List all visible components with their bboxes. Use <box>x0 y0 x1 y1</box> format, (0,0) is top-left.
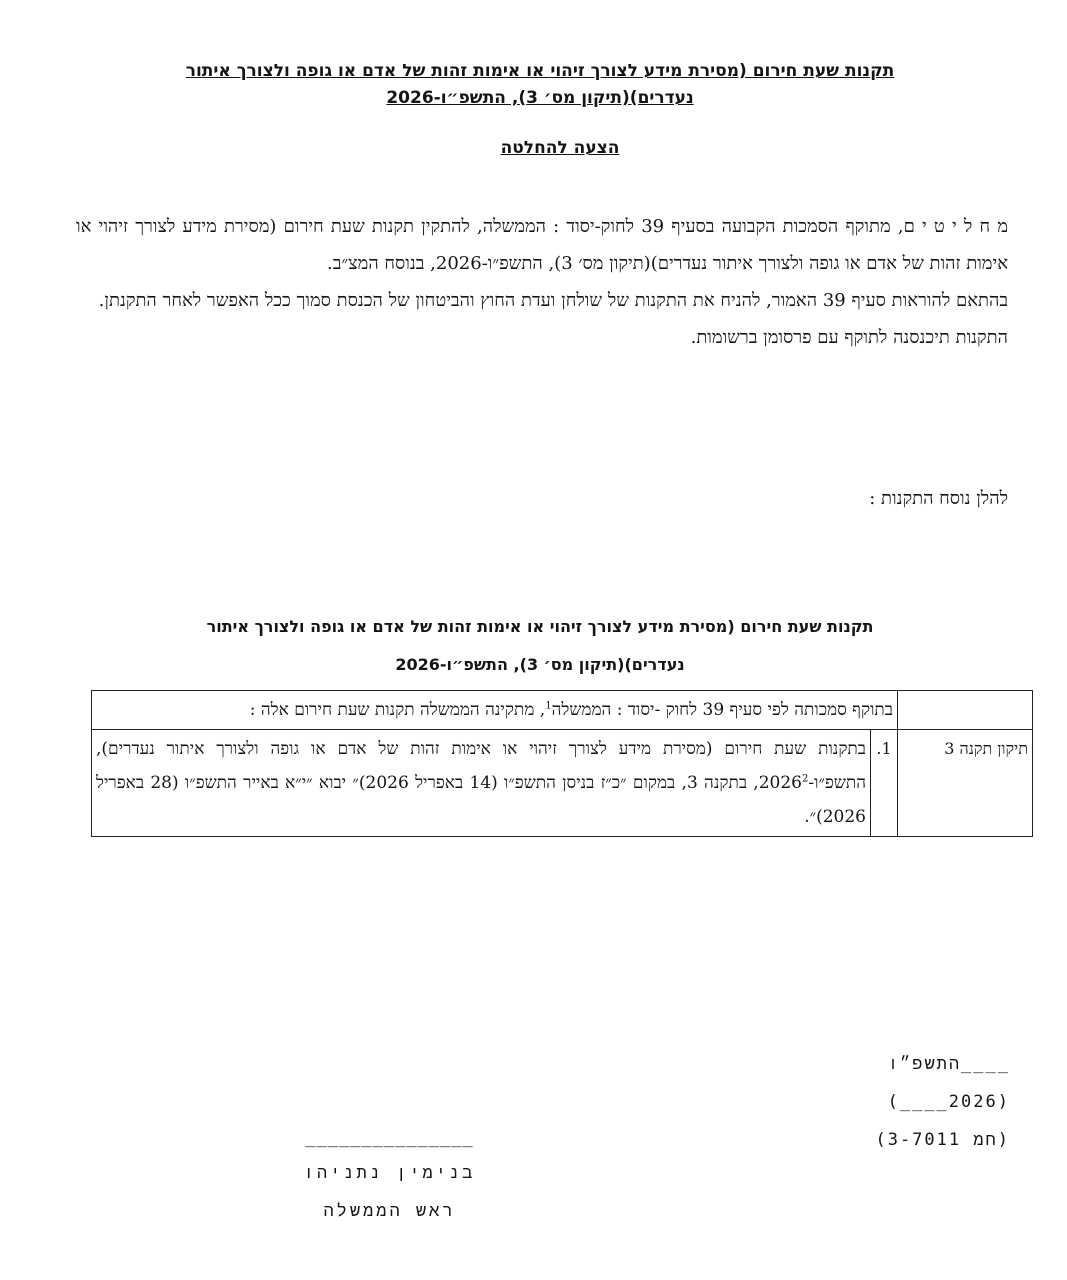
date-block <box>800 1045 1010 1159</box>
regulation-title <box>110 608 970 684</box>
decision-paragraph-2: בהתאם להוראות סעיף 39 האמור, להניח את התקנות של שולחן ועדת החוץ והביטחון של הכנסת סמוך ככל האפשר לאחר התקנתן. <box>98 290 1008 311</box>
footnote-marker-1: 1 <box>545 700 552 712</box>
date-gregorian: (2026____) <box>887 1092 1010 1112</box>
signatory-role: ראש הממשלה <box>323 1201 456 1221</box>
decision-paragraph-1: מ ח ל י ט י ם, מתוקף הסמכות הקבועה בסעיף 39 לחוק-יסוד : הממשלה, להתקין תקנות שעת חירום (מסירת מידע לצורך זיהוי או אימות זהות של אדם או גופה ולצורך איתור נעדרים)(תיקון מס׳ 3), התשפ״ו-2026, בנוסח המצ״ב. <box>76 216 1008 274</box>
signatory-name: בנימין נתניהו <box>303 1163 476 1183</box>
amendment-body <box>92 730 871 837</box>
amendment-text-end: , בתקנה 3, במקום ״כ״ז בניסן התשפ״ו (14 באפריל 2026)״ יבוא ״י״א באייר התשפ״ו (28 באפריל 2026)״. <box>96 773 866 827</box>
signature-block <box>262 1128 517 1230</box>
amendment-number: 1. <box>871 730 898 837</box>
table-row-amendment <box>92 730 1033 837</box>
document-title-line-1: תקנות שעת חירום (מסירת מידע לצורך זיהוי או אימות זהות של אדם או גופה ולצורך איתור <box>185 61 895 81</box>
signature-line: _______________ <box>305 1128 474 1148</box>
date-hebrew: ____התשפ״ו <box>887 1054 1010 1074</box>
file-reference: (חמ 3-7011) <box>875 1130 1010 1150</box>
regulation-intro: להלן נוסח התקנות : <box>869 488 1008 509</box>
table-row-preamble <box>92 691 1033 730</box>
regulation-table <box>91 690 1033 837</box>
document-title <box>100 58 980 112</box>
amendment-text: בתקנות שעת חירום (מסירת מידע לצורך זיהוי או אימות זהות של אדם או גופה ולצורך איתור נעדרים), התשפ״ו-2026 <box>96 739 866 793</box>
footnote-marker-2: 2 <box>801 773 809 785</box>
preamble-text-end: , מתקינה הממשלה תקנות שעת חירום אלה : <box>249 700 546 720</box>
table-cell-empty <box>898 691 1033 730</box>
preamble-cell <box>92 691 898 730</box>
decision-text <box>76 208 1008 356</box>
preamble-text: בתוקף סמכותה לפי סעיף 39 לחוק -יסוד : הממשלה <box>551 700 893 720</box>
decision-paragraph-3: התקנות תיכנסנה לתוקף עם פרסומן ברשומות. <box>690 327 1008 348</box>
regulation-title-line-2: נעדרים)(תיקון מס׳ 3), התשפ״ו-2026 <box>395 655 685 674</box>
amendment-side-label: תיקון תקנה 3 <box>898 730 1033 837</box>
regulation-title-line-1: תקנות שעת חירום (מסירת מידע לצורך זיהוי או אימות זהות של אדם או גופה ולצורך איתור <box>206 617 874 636</box>
document-title-line-2: נעדרים)(תיקון מס׳ 3), התשפ״ו-2026 <box>386 88 694 108</box>
proposal-heading: הצעה להחלטה <box>500 138 620 158</box>
